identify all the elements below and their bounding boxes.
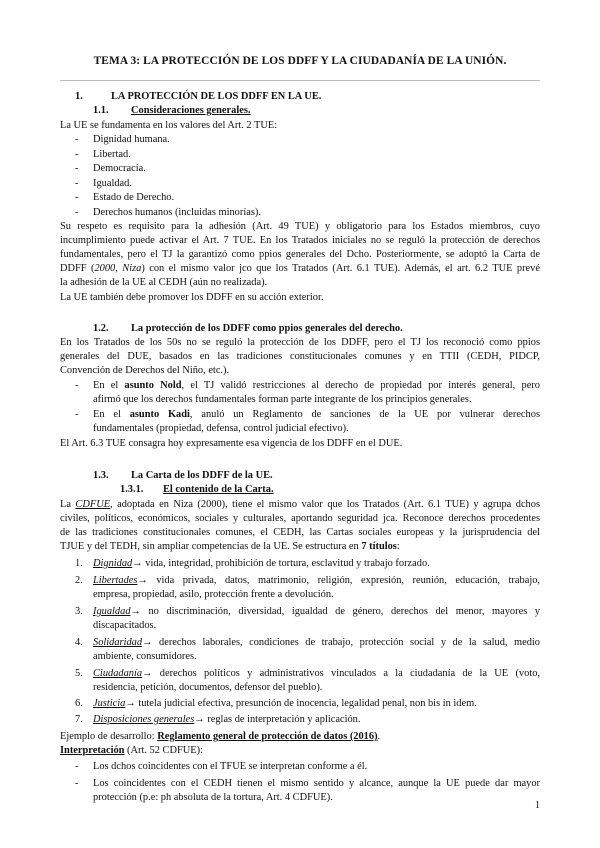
list-number: 1. [75, 558, 83, 569]
list-item-kadi-cont: fundamentales (propiedad, defensa, control judicial efectivo). [93, 423, 349, 434]
section-1-3-title: La Carta de los DDFF de la UE. [131, 470, 273, 481]
list-item-cont: ambiente, consumidores. [93, 651, 197, 662]
list-number: 2. [75, 575, 83, 586]
list-number: 6. [75, 698, 83, 709]
paragraph-line: civiles, políticos, económicos, sociales y culturales, aportando seguridad jca. Reconoce derechos procedentes [60, 513, 540, 524]
list-dash: - [75, 192, 79, 203]
section-1-1-title: Consideraciones generales. [131, 105, 251, 116]
section-1-number: 1. [75, 91, 83, 102]
list-number: 5. [75, 668, 83, 679]
list-item: Ciudadanía→ derechos políticos y administrativos vinculados a la ciudadanía de la UE (voto, [93, 668, 540, 679]
paragraph-line: de las tradiciones constitucionales comunes, el CEDH, las Cartas sociales europeas y la jurisprudencia del [60, 527, 540, 538]
section-1-1-number: 1.1. [93, 105, 109, 116]
paragraph-line: Convención de Derechos del Niño, etc.). [60, 365, 230, 376]
list-item-cont: discapacitados. [93, 620, 157, 631]
paragraph-line: Su respeto es requisito para la adhesión (Art. 49 TUE) y obligatorio para los Estados miembros, cuyo [60, 221, 540, 232]
document-title: TEMA 3: LA PROTECCIÓN DE LOS DDFF Y LA CIUDADANÍA DE LA UNIÓN. [93, 55, 507, 67]
list-item-cont: residencia, petición, documentos, defensor del pueblo). [93, 682, 323, 693]
interpretation-heading: Interpretación (Art. 52 CDFUE): [60, 745, 203, 756]
section-1-3-1-number: 1.3.1. [120, 484, 144, 495]
section-1-3-number: 1.3. [93, 470, 109, 481]
list-item: Libertad. [93, 149, 131, 160]
list-item-cont: protección (p.e: ph absoluta de la tortura, Art. 4 CDFUE). [93, 792, 333, 803]
title-divider [60, 80, 540, 81]
paragraph-line: En los Tratados de los 50s no se reguló la protección de los DDFF, pero el TJ los reconoció como ppios [60, 337, 540, 348]
example-line: Ejemplo de desarrollo: Reglamento general de protección de datos (2016). [60, 731, 381, 742]
paragraph-line: la adhesión de la UE al CEDH (aún no realizada). [60, 277, 268, 288]
list-item-nold-cont: afirmó que los derechos fundamentales forman parte integrante de los principios generales. [93, 394, 472, 405]
list-item: Los dchos coincidentes con el TFUE se interpretan conforme a él. [93, 761, 368, 772]
list-dash: - [75, 380, 79, 391]
list-dash: - [75, 149, 79, 160]
list-item: Igualdad. [93, 178, 132, 189]
section-1-3-1-title: El contenido de la Carta. [163, 484, 274, 495]
list-dash: - [75, 761, 79, 772]
list-dash: - [75, 178, 79, 189]
list-dash: - [75, 207, 79, 218]
list-item: Democracia. [93, 163, 146, 174]
paragraph-line: fundamentales, pero el TJ la garantizó como ppios generales del Dcho. Posteriormente, se adoptó la Carta de [60, 249, 540, 260]
paragraph-line: La UE también debe promover los DDFF en su acción exterior. [60, 292, 324, 303]
list-item: Solidaridad→ derechos laborales, condiciones de trabajo, protección social y de la salud, medio [93, 637, 540, 648]
list-item: Disposiciones generales→ reglas de interpretación y aplicación. [93, 714, 361, 725]
paragraph-line: incumplimiento puede activar el Art. 7 TUE. En los Tratados iniciales no se reguló la protección de derechos [60, 235, 540, 246]
page-number: 1 [535, 800, 540, 811]
values-intro: La UE se fundamenta en los valores del Art. 2 TUE: [60, 120, 278, 131]
list-item: Libertades→ vida privada, datos, matrimonio, religión, expresión, reunión, educación, trabajo, [93, 575, 540, 586]
list-item: Los coincidentes con el CEDH tienen el mismo sentido y alcance, aunque la UE puede dar mayor [93, 778, 540, 789]
paragraph-line: DDFF (2000, Niza) con el mismo valor jco que los Tratados (Art. 6.1 TUE). Además, el art. 6.2 TUE prevé [60, 263, 540, 274]
section-1-2-title: La protección de los DDFF como ppios generales del derecho. [131, 323, 403, 334]
list-item-kadi: En el asunto Kadi, anuló un Reglamento de sanciones de la UE por vulnerar derechos [93, 409, 540, 420]
list-item-cont: empresa, propiedad, asilo, protección frente a devolución. [93, 589, 334, 600]
list-item: Justicia→ tutela judicial efectiva, presunción de inocencia, legalidad penal, non bis in idem. [93, 698, 477, 709]
section-1-2-number: 1.2. [93, 323, 109, 334]
list-item: Derechos humanos (incluidas minorías). [93, 207, 261, 218]
list-item: Dignidad humana. [93, 134, 170, 145]
list-item-nold: En el asunto Nold, el TJ validó restricciones al derecho de propiedad por interés general, pero [93, 380, 540, 391]
list-number: 3. [75, 606, 83, 617]
list-number: 4. [75, 637, 83, 648]
list-number: 7. [75, 714, 83, 725]
list-dash: - [75, 778, 79, 789]
list-item: Dignidad→ vida, integridad, prohibición de tortura, esclavitud y trabajo forzado. [93, 558, 430, 569]
paragraph-line: generales del DUE, basados en las tradiciones constitucionales comunes y en TTII (CEDH, PIDCP, [60, 351, 540, 362]
list-dash: - [75, 134, 79, 145]
list-dash: - [75, 163, 79, 174]
list-dash: - [75, 409, 79, 420]
paragraph-line: El Art. 6.3 TUE consagra hoy expresamente esa vigencia de los DDFF en el DUE. [60, 438, 403, 449]
paragraph-line: La CDFUE, adoptada en Niza (2000), tiene el mismo valor que los Tratados (Art. 6.1 TUE) y agrupa dchos [60, 499, 540, 510]
paragraph-line: TJUE y del TEDH, sin ampliar competencias de la UE. Se estructura en 7 títulos: [60, 541, 400, 552]
list-item: Igualdad→ no discriminación, diversidad, igualdad de género, derechos del menor, mayores y [93, 606, 540, 617]
list-item: Estado de Derecho. [93, 192, 175, 203]
section-1-title: LA PROTECCIÓN DE LOS DDFF EN LA UE. [111, 91, 322, 102]
